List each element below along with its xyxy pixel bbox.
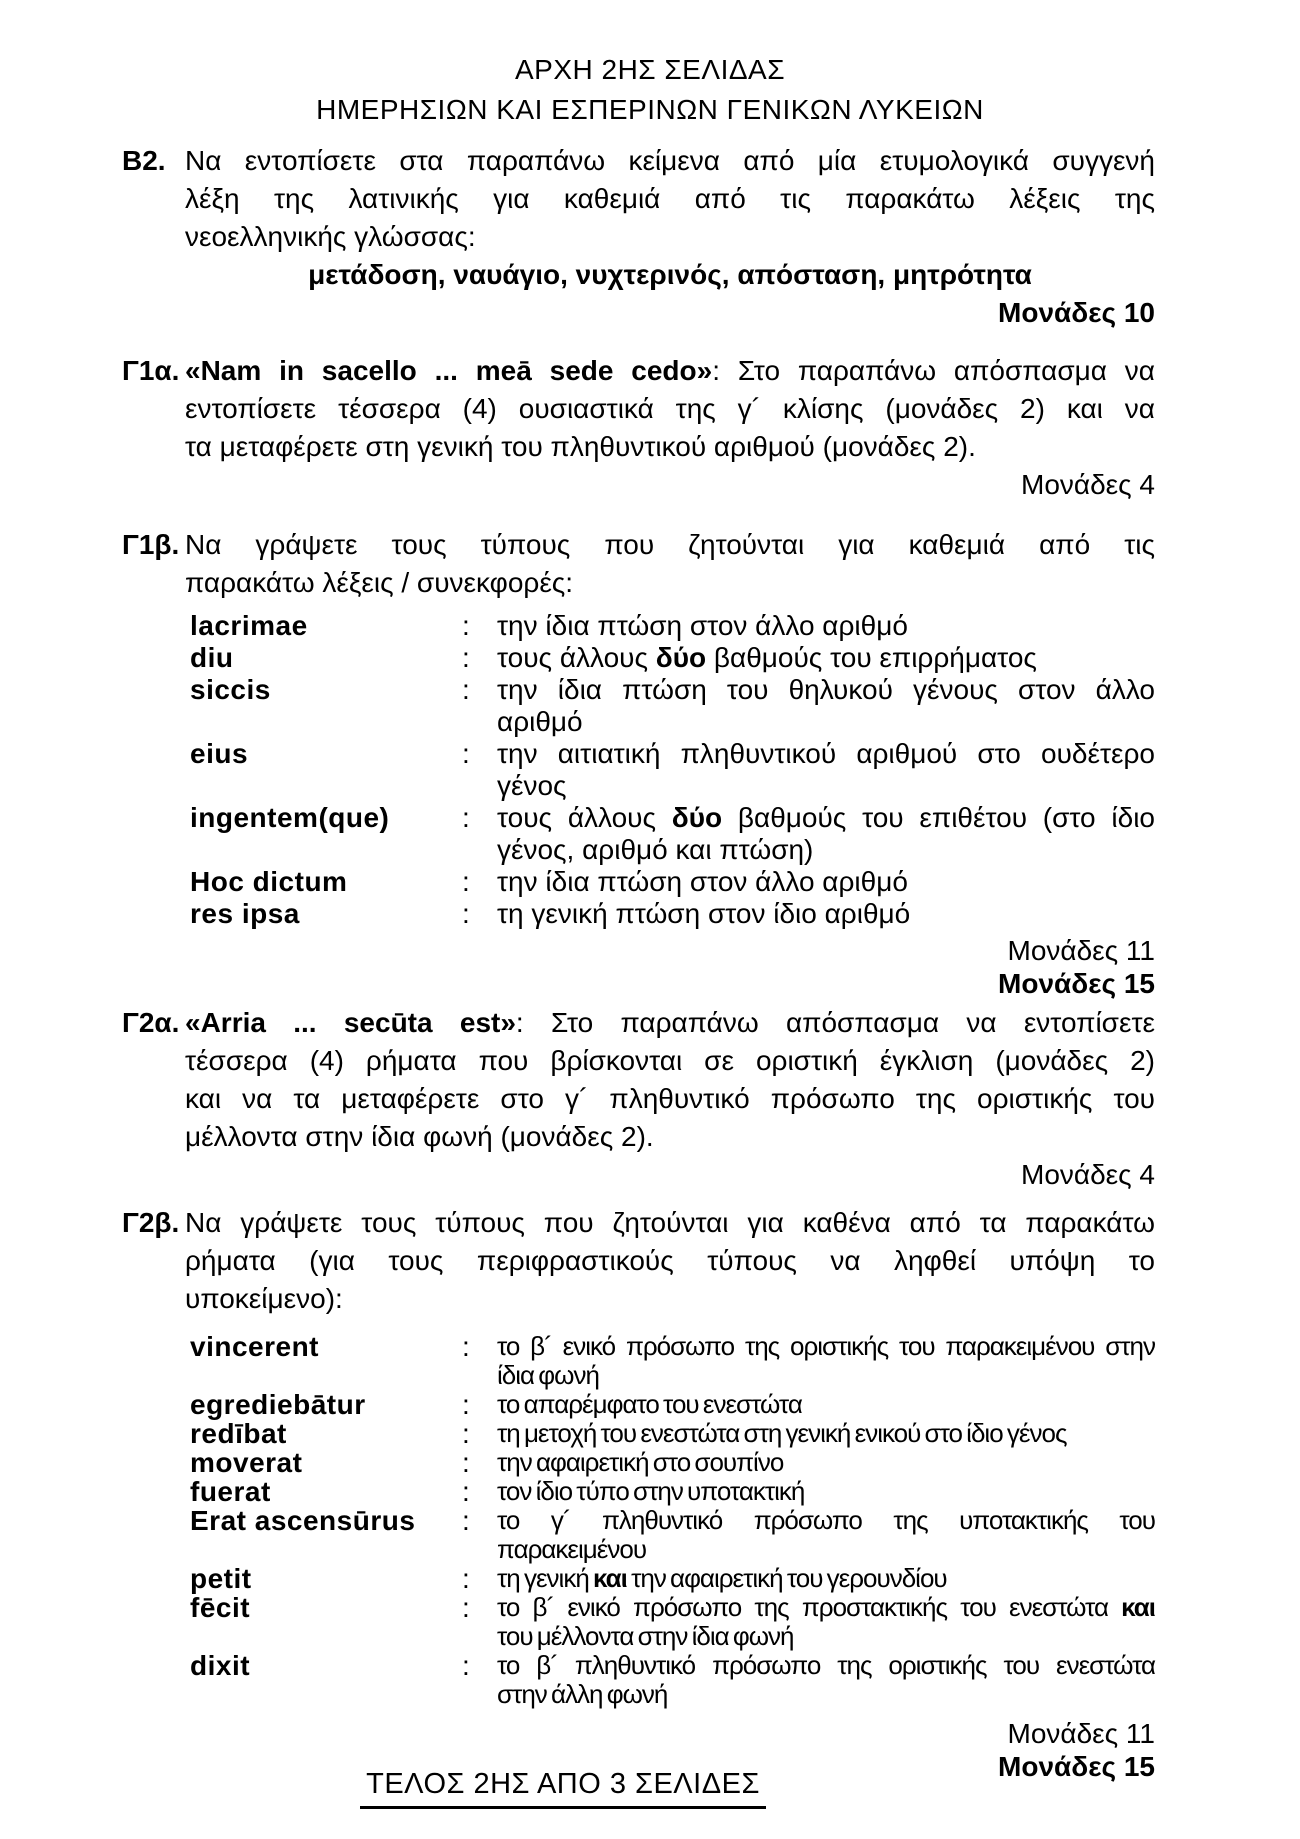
- term-description: [497, 1332, 1155, 1390]
- table-row: [190, 1506, 1155, 1564]
- term-description: [497, 642, 1155, 674]
- term-description: [497, 802, 1155, 866]
- colon-separator: :: [462, 1563, 470, 1594]
- text-segment: την αφαιρετική του γερουνδίου: [626, 1563, 947, 1593]
- desc-line: [497, 802, 1155, 834]
- term-description: [497, 738, 1155, 802]
- desc-line: το β´ ενικό πρόσωπο της οριστικής του παρακειμένου στην: [497, 1331, 1155, 1361]
- text-segment: βαθμούς του επιρρήματος: [706, 642, 1037, 673]
- desc-line: στην άλλη φωνή: [497, 1679, 668, 1709]
- colon-separator: :: [462, 1505, 470, 1536]
- desc-line: του μέλλοντα στην ίδια φωνή: [497, 1621, 794, 1651]
- text-line: παρακάτω λέξεις / συνεκφορές:: [185, 567, 574, 598]
- desc-line: το β´ πληθυντικό πρόσωπο της οριστικής του ενεστώτα: [497, 1650, 1155, 1680]
- colon-separator: :: [462, 802, 470, 833]
- question-g1a-label: Γ1α.: [122, 355, 180, 386]
- text-line: τα μεταφέρετε στη γενική του πληθυντικού αριθμού (μονάδες 2).: [185, 431, 976, 462]
- colon-separator: :: [462, 738, 470, 769]
- latin-quote: «Nam in sacello ... meā sede cedo»: [185, 355, 713, 386]
- table-row: [190, 1593, 1155, 1651]
- term-description: [497, 674, 1155, 738]
- latin-quote: «Arria ... secūta est»: [185, 1007, 516, 1038]
- table-row: [190, 674, 1155, 738]
- question-g2b: [122, 1204, 1155, 1318]
- text-segment: : Στο παραπάνω απόσπασμα να εντοπίσετε: [515, 1007, 1155, 1038]
- colon-separator: :: [462, 1389, 470, 1420]
- content-column: [122, 142, 1155, 1783]
- marks-g2b-sub: Μονάδες 11: [1007, 1718, 1155, 1749]
- desc-line: το απαρέμφατο του ενεστώτα: [497, 1389, 802, 1419]
- page-header: [0, 0, 1300, 130]
- term-description: [497, 866, 1155, 898]
- desc-line: [497, 1564, 1155, 1593]
- table-row: [190, 610, 1155, 642]
- desc-line: το γ´ πληθυντικό πρόσωπο της υποτακτικής του: [497, 1505, 1155, 1535]
- question-b2-label: Β2.: [122, 145, 166, 176]
- desc-line: την ίδια πτώση στον άλλο αριθμό: [497, 866, 908, 897]
- text-line: υποκείμενο):: [185, 1283, 343, 1314]
- desc-line: τη γενική πτώση στον ίδιο αριθμό: [497, 898, 911, 929]
- text-segment: : Στο παραπάνω απόσπασμα να: [712, 355, 1155, 386]
- table-row: [190, 1448, 1155, 1477]
- latin-term: siccis: [190, 674, 271, 705]
- colon-separator: :: [462, 1447, 470, 1478]
- table-row: [190, 1390, 1155, 1419]
- latin-term: fēcit: [190, 1592, 251, 1623]
- term-description: [497, 898, 1155, 930]
- desc-line: γένος, αριθμό και πτώση): [497, 834, 814, 865]
- question-g1a-body: [185, 352, 1155, 504]
- table-row: [190, 1477, 1155, 1506]
- question-g2b-label: Γ2β.: [122, 1207, 180, 1238]
- question-b2-body: [185, 142, 1155, 332]
- colon-separator: :: [462, 1650, 470, 1681]
- desc-line: την αιτιατική πληθυντικού αριθμού στο ουδέτερο: [497, 738, 1155, 769]
- question-g1b: [122, 526, 1155, 602]
- colon-separator: :: [462, 1592, 470, 1623]
- desc-line: τη μετοχή του ενεστώτα στη γενική ενικού στο ίδιο γένος: [497, 1418, 1067, 1448]
- table-row: [190, 1564, 1155, 1593]
- latin-term: Erat ascensūrus: [190, 1505, 416, 1536]
- term-description: [497, 1564, 1155, 1593]
- latin-term: Hoc dictum: [190, 866, 348, 897]
- header-line-1: ΑΡΧΗ 2ΗΣ ΣΕΛΙΔΑΣ: [514, 54, 786, 85]
- desc-line: την ίδια πτώση του θηλυκού γένους στον άλλο: [497, 674, 1155, 705]
- marks-b2: Μονάδες 10: [998, 297, 1155, 328]
- term-description: [497, 1506, 1155, 1564]
- desc-line: παρακειμένου: [497, 1534, 647, 1564]
- desc-line: γένος: [497, 770, 567, 801]
- text-line: και να τα μεταφέρετε στο γ´ πληθυντικό πρόσωπο της οριστικής του: [185, 1083, 1155, 1114]
- text-line: Να γράψετε τους τύπους που ζητούνται για καθένα από τα παρακάτω: [185, 1207, 1155, 1238]
- colon-separator: :: [462, 898, 470, 929]
- text-line: Να εντοπίσετε στα παραπάνω κείμενα από μία ετυμολογικά συγγενή: [185, 145, 1155, 176]
- bold-segment: δύο: [655, 642, 707, 673]
- colon-separator: :: [462, 674, 470, 705]
- question-g2a-body: [185, 1004, 1155, 1194]
- latin-term: eius: [190, 738, 249, 769]
- question-b2: [122, 142, 1155, 332]
- latin-term: ingentem(que): [190, 802, 390, 833]
- question-g1b-label: Γ1β.: [122, 529, 180, 560]
- latin-term: res ipsa: [190, 898, 300, 929]
- text-line: [185, 352, 1155, 390]
- text-segment: το β´ ενικό πρόσωπο της προστακτικής του ενεστώτα: [497, 1592, 1122, 1622]
- marks-g1b-sub: Μονάδες 11: [1007, 935, 1155, 966]
- table-g2b: [190, 1332, 1155, 1709]
- marks-g2a: Μονάδες 4: [1021, 1159, 1155, 1190]
- latin-term: petit: [190, 1563, 252, 1594]
- term-description: [497, 610, 1155, 642]
- page-footer: [0, 1768, 1126, 1809]
- term-description: [497, 1477, 1155, 1506]
- text-line: νεοελληνικής γλώσσας:: [185, 221, 476, 252]
- table-g1b: [190, 610, 1155, 930]
- desc-line: τον ίδιο τύπο στην υποτακτική: [497, 1476, 805, 1506]
- desc-line: την ίδια πτώση στον άλλο αριθμό: [497, 610, 908, 641]
- table-row: [190, 642, 1155, 674]
- marks-g1b-total: Μονάδες 15: [998, 968, 1155, 999]
- latin-term: dixit: [190, 1650, 251, 1681]
- text-line: ρήματα (για τους περιφραστικούς τύπους να ληφθεί υπόψη το: [185, 1245, 1155, 1276]
- desc-line: [497, 642, 1155, 674]
- colon-separator: :: [462, 1331, 470, 1362]
- text-line: τέσσερα (4) ρήματα που βρίσκονται σε οριστική έγκλιση (μονάδες 2): [185, 1045, 1155, 1076]
- question-g2b-body: [185, 1204, 1155, 1318]
- question-g2a-label: Γ2α.: [122, 1007, 180, 1038]
- table-row: [190, 1419, 1155, 1448]
- text-segment: βαθμούς του επιθέτου (στο ίδιο: [722, 802, 1156, 833]
- desc-line: την αφαιρετική στο σουπίνο: [497, 1447, 784, 1477]
- question-g1a: [122, 352, 1155, 504]
- table-row: [190, 738, 1155, 802]
- bold-segment: και: [593, 1563, 627, 1593]
- table-row: [190, 1651, 1155, 1709]
- latin-term: diu: [190, 642, 234, 673]
- term-description: [497, 1419, 1155, 1448]
- question-g2a: [122, 1004, 1155, 1194]
- word-list: μετάδοση, ναυάγιο, νυχτερινός, απόσταση, μητρότητα: [308, 259, 1032, 290]
- footer-text: ΤΕΛΟΣ 2ΗΣ ΑΠΟ 3 ΣΕΛΙΔΕΣ: [360, 1768, 766, 1809]
- term-description: [497, 1651, 1155, 1709]
- marks-g2b-total: Μονάδες 15: [998, 1751, 1155, 1782]
- colon-separator: :: [462, 866, 470, 897]
- bold-segment: δύο: [671, 802, 723, 833]
- term-description: [497, 1448, 1155, 1477]
- text-segment: τη γενική: [497, 1563, 594, 1593]
- latin-term: vincerent: [190, 1331, 319, 1362]
- text-line: Να γράψετε τους τύπους που ζητούνται για καθεμιά από τις: [185, 529, 1155, 560]
- bold-segment: και: [1121, 1592, 1155, 1622]
- desc-line: αριθμό: [497, 706, 583, 737]
- table-row: [190, 802, 1155, 866]
- header-line-2: ΗΜΕΡΗΣΙΩΝ ΚΑΙ ΕΣΠΕΡΙΝΩΝ ΓΕΝΙΚΩΝ ΛΥΚΕΙΩΝ: [316, 94, 984, 125]
- term-description: [497, 1390, 1155, 1419]
- text-line: λέξη της λατινικής για καθεμιά από τις παρακάτω λέξεις της: [185, 183, 1155, 214]
- colon-separator: :: [462, 1476, 470, 1507]
- text-line: [185, 1004, 1155, 1042]
- table-row: [190, 1332, 1155, 1390]
- latin-term: egrediebātur: [190, 1389, 366, 1420]
- latin-term: moverat: [190, 1447, 303, 1478]
- desc-line: ίδια φωνή: [497, 1360, 599, 1390]
- table-row: [190, 866, 1155, 898]
- latin-term: redībat: [190, 1418, 287, 1449]
- colon-separator: :: [462, 642, 470, 673]
- latin-term: lacrimae: [190, 610, 308, 641]
- table-row: [190, 898, 1155, 930]
- text-segment: τους άλλους: [497, 802, 672, 833]
- colon-separator: :: [462, 610, 470, 641]
- desc-line: [497, 1593, 1155, 1622]
- term-description: [497, 1593, 1155, 1651]
- question-g1b-body: [185, 526, 1155, 602]
- text-segment: τους άλλους: [497, 642, 656, 673]
- text-line: εντοπίσετε τέσσερα (4) ουσιαστικά της γ´ κλίσης (μονάδες 2) και να: [185, 393, 1155, 424]
- latin-term: fuerat: [190, 1476, 271, 1507]
- text-line: μέλλοντα στην ίδια φωνή (μονάδες 2).: [185, 1121, 654, 1152]
- marks-g1a: Μονάδες 4: [1021, 469, 1155, 500]
- colon-separator: :: [462, 1418, 470, 1449]
